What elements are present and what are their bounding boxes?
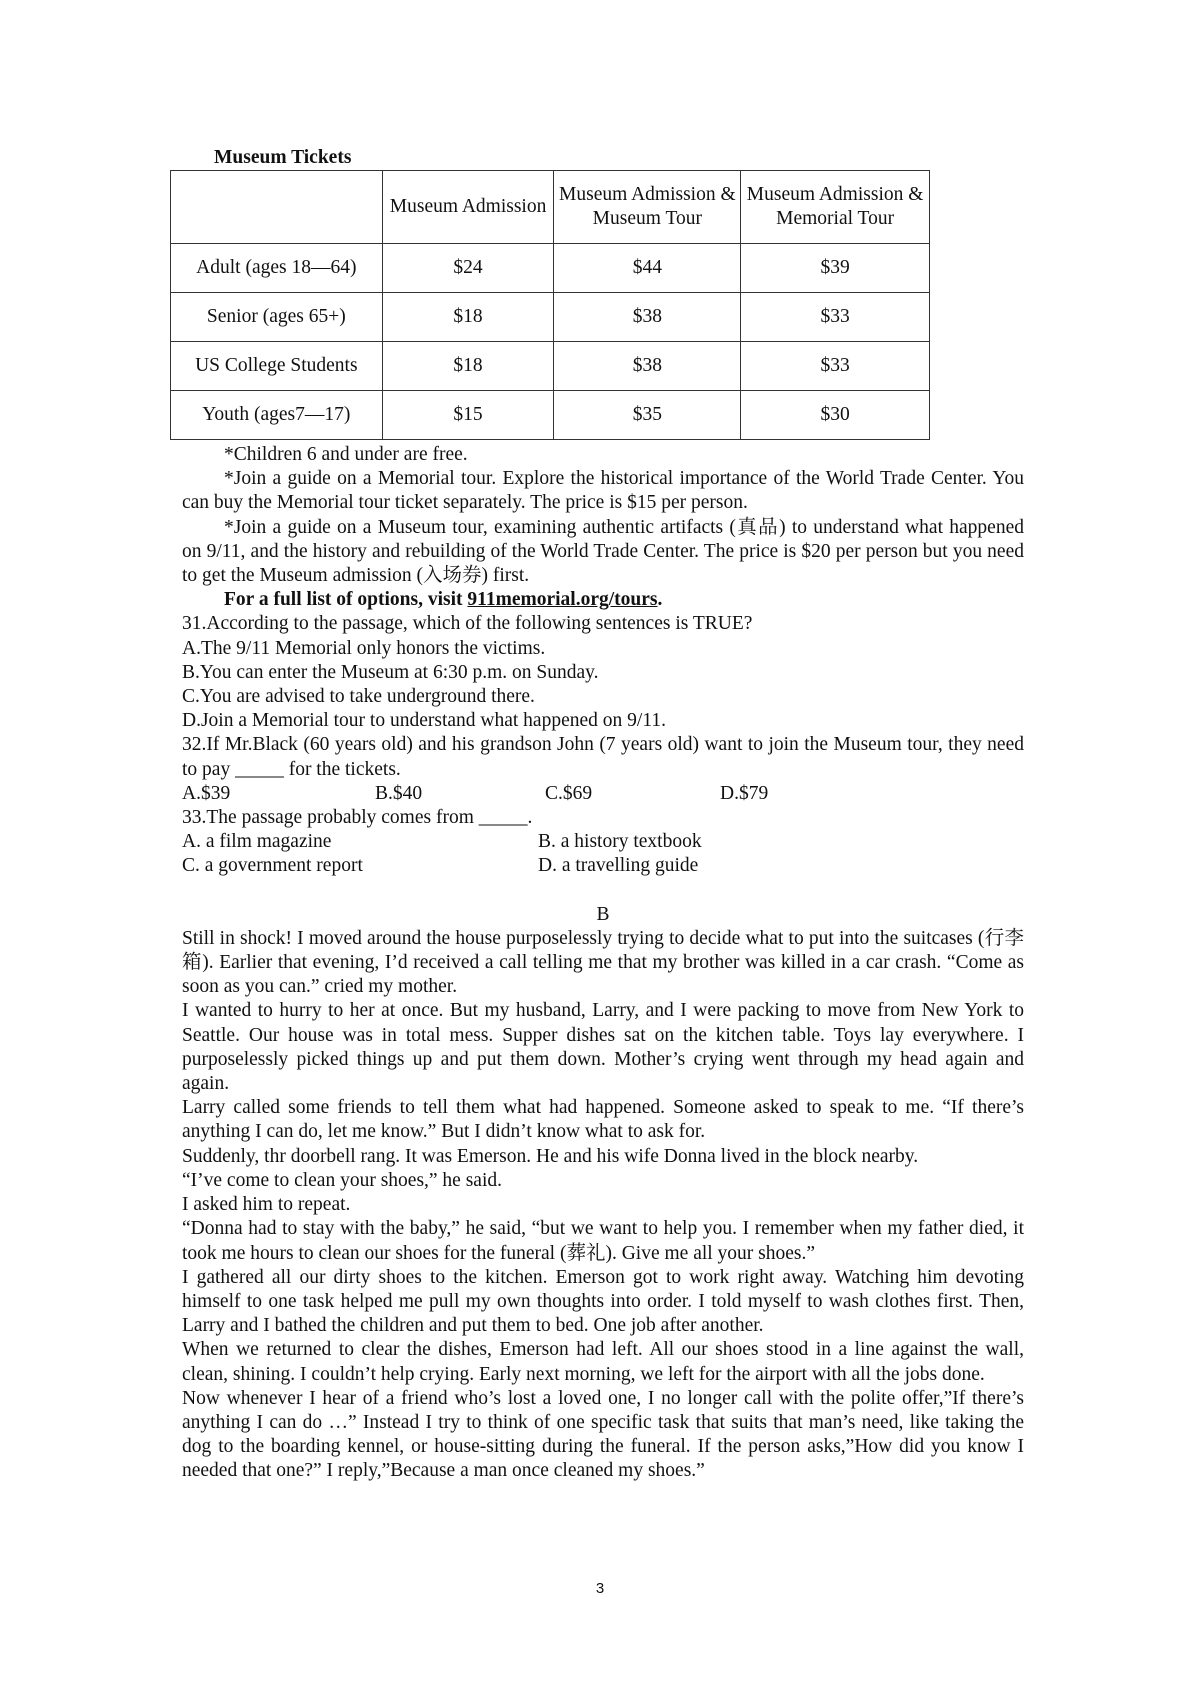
price-cell: $33 [741,293,930,342]
full-list-note [182,588,1024,612]
ticket-price-table [170,170,930,440]
story-paragraph: Suddenly, thr doorbell rang. It was Emerson. He and his wife Donna lived in the block nearby. [182,1145,919,1167]
row-label: US College Students [171,342,383,391]
page-number: 3 [595,1580,605,1597]
question-33-option: B. a history textbook [538,831,702,853]
passage-body [182,443,1024,1484]
price-cell: $39 [741,244,930,293]
ticket-header [182,146,1024,170]
story-paragraph: “I’ve come to clean your shoes,” he said. [182,1169,502,1191]
question-31-option: D.Join a Memorial tour to understand what happened on 9/11. [182,710,666,732]
table-header-cell: Museum Admission [382,171,554,244]
question-32-options [182,782,1024,806]
question-31-option: A.The 9/11 Memorial only honors the victims. [182,637,546,659]
story-paragraph: Still in shock! I moved around the house purposelessly trying to decide what to put into the suitcases (行李箱). Earlier that evening, I’d received a call telling me that my brother was killed in a car crash. “Come as soon as you can.” cried my mother. [182,927,1024,998]
price-cell: $30 [741,391,930,440]
ticket-table-title: Museum Tickets [214,147,352,168]
question-32-option: B.$40 [375,782,423,804]
price-cell: $15 [382,391,554,440]
question-33-option: A. a film magazine [182,831,332,853]
note-memorial-tour: *Join a guide on a Memorial tour. Explore the historical importance of the World Trade Center. You can buy the Memorial tour ticket separately. The price is $15 per person. [182,468,1024,514]
story-paragraph: “Donna had to stay with the baby,” he said, “but we want to help you. I remember when my father died, it took me hours to clean our shoes for the funeral (葬礼). Give me all your shoes.” [182,1218,1024,1264]
price-cell: $35 [554,391,741,440]
price-cell: $38 [554,342,741,391]
price-cell: $18 [382,342,554,391]
note-museum-tour: *Join a guide on a Museum tour, examining authentic artifacts (真品) to understand what happened on 9/11, and the history and rebuilding of the World Trade Center. The price is $20 per person but you need to get the Museum admission (入场券) first. [182,516,1024,587]
story-paragraph: I asked him to repeat. [182,1194,351,1216]
table-header-row [171,171,930,244]
question-31-option: B.You can enter the Museum at 6:30 p.m. on Sunday. [182,661,599,683]
question-33-stem: 33.The passage probably comes from _____. [182,807,533,829]
question-33-options-row [182,854,1024,878]
table-header-cell: Museum Admission & Memorial Tour [741,171,930,244]
full-list-suffix: . [657,589,663,611]
price-cell: $24 [382,244,554,293]
table-header-cell: Museum Admission & Museum Tour [554,171,741,244]
price-cell: $38 [554,293,741,342]
tours-link[interactable]: 911memorial.org/tours [467,589,658,611]
question-31-option: C.You are advised to take underground there. [182,686,535,708]
story-paragraph: When we returned to clear the dishes, Emerson had left. All our shoes stood in a line against the wall, clean, shining. I couldn’t help crying. Early next morning, we left for the airport with all the jobs done. [182,1339,1024,1385]
full-list-prefix: For a full list of options, visit [224,589,468,611]
story-paragraph: Larry called some friends to tell them what had happened. Someone asked to speak to me. “If there’s anything I can do, let me know.” But I didn’t know what to ask for. [182,1097,1024,1143]
question-32-option: C.$69 [545,782,593,804]
question-33-option: C. a government report [182,855,363,877]
table-row [171,342,930,391]
question-33-option: D. a travelling guide [538,855,699,877]
question-32-option: D.$79 [720,782,769,804]
question-33-options-row [182,830,1024,854]
story-paragraph: Now whenever I hear of a friend who’s lost a loved one, I no longer call with the polite offer,”If there’s anything I can do …” Instead I try to think of one specific task that suits that man’s need, like taking the dog to the boarding kennel, or house-sitting during the funeral. If the person asks,”How did you know I needed that one?” I reply,”Because a man once cleaned my shoes.” [182,1387,1024,1482]
question-32-option: A.$39 [182,782,231,804]
row-label: Senior (ages 65+) [171,293,383,342]
section-b-heading: B [596,903,610,925]
story-paragraph: I wanted to hurry to her at once. But my husband, Larry, and I were packing to move from New York to Seattle. Our house was in total mess. Supper dishes sat on the kitchen table. Toys lay everywhere. I purposelessly picked things up and put them down. Mother’s crying went through my head again and again. [182,1000,1024,1095]
price-cell: $18 [382,293,554,342]
question-32-stem: 32.If Mr.Black (60 years old) and his grandson John (7 years old) want to join the Museum tour, they need to pay _____ for the tickets. [182,734,1024,780]
price-cell: $33 [741,342,930,391]
row-label: Adult (ages 18—64) [171,244,383,293]
story-paragraph: I gathered all our dirty shoes to the kitchen. Emerson got to work right away. Watching him devoting himself to one task helped me pull my own thoughts into order. I told myself to wash clothes first. Then, Larry and I bathed the children and put them to bed. One job after another. [182,1266,1024,1337]
row-label: Youth (ages7—17) [171,391,383,440]
table-header-cell [171,171,383,244]
table-row [171,244,930,293]
table-row [171,391,930,440]
price-cell: $44 [554,244,741,293]
note-children: *Children 6 and under are free. [224,444,468,465]
question-31-stem: 31.According to the passage, which of the following sentences is TRUE? [182,613,753,635]
table-row [171,293,930,342]
